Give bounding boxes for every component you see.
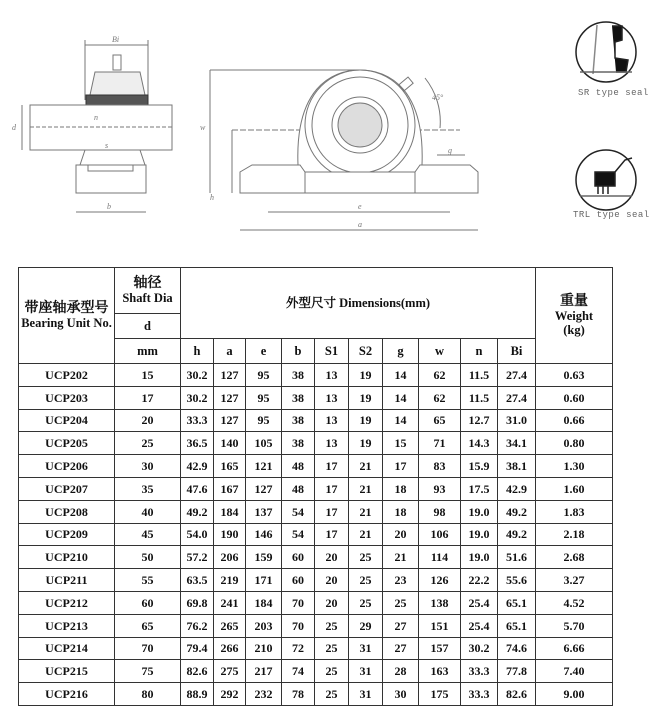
weight-cell: 0.63 xyxy=(536,364,613,387)
value-cell: 38.1 xyxy=(498,455,536,478)
value-cell: 21 xyxy=(349,523,383,546)
table-row xyxy=(19,409,613,432)
value-cell: 79.4 xyxy=(181,637,214,660)
value-cell: 206 xyxy=(214,546,246,569)
value-cell: 12.7 xyxy=(461,409,498,432)
value-cell: 11.5 xyxy=(461,386,498,409)
weight-cell: 9.00 xyxy=(536,683,613,706)
specs-table xyxy=(18,267,613,706)
value-cell: 95 xyxy=(246,409,282,432)
value-cell: 74.6 xyxy=(498,637,536,660)
value-cell: 25 xyxy=(349,569,383,592)
model-cell: UCP214 xyxy=(19,637,115,660)
table-row xyxy=(19,500,613,523)
table-row xyxy=(19,477,613,500)
value-cell: 106 xyxy=(419,523,461,546)
value-cell: 21 xyxy=(383,546,419,569)
label-a: a xyxy=(358,220,362,229)
value-cell: 30 xyxy=(383,683,419,706)
value-cell: 266 xyxy=(214,637,246,660)
table-row xyxy=(19,364,613,387)
value-cell: 127 xyxy=(214,386,246,409)
value-cell: 165 xyxy=(214,455,246,478)
value-cell: 95 xyxy=(246,364,282,387)
value-cell: 20 xyxy=(115,409,181,432)
value-cell: 138 xyxy=(419,591,461,614)
model-cell: UCP203 xyxy=(19,386,115,409)
value-cell: 45 xyxy=(115,523,181,546)
value-cell: 203 xyxy=(246,614,282,637)
value-cell: 65 xyxy=(115,614,181,637)
value-cell: 42.9 xyxy=(498,477,536,500)
sr-seal-detail xyxy=(576,22,636,82)
value-cell: 77.8 xyxy=(498,660,536,683)
sr-seal-label: SR type seal xyxy=(578,88,649,98)
value-cell: 49.2 xyxy=(181,500,214,523)
value-cell: 105 xyxy=(246,432,282,455)
value-cell: 30 xyxy=(115,455,181,478)
model-cell: UCP208 xyxy=(19,500,115,523)
value-cell: 76.2 xyxy=(181,614,214,637)
value-cell: 127 xyxy=(214,364,246,387)
value-cell: 21 xyxy=(349,455,383,478)
dim-col-header: n xyxy=(461,339,498,364)
value-cell: 27.4 xyxy=(498,364,536,387)
value-cell: 11.5 xyxy=(461,364,498,387)
value-cell: 15 xyxy=(383,432,419,455)
value-cell: 31.0 xyxy=(498,409,536,432)
weight-cell: 1.83 xyxy=(536,500,613,523)
value-cell: 25 xyxy=(383,591,419,614)
value-cell: 21 xyxy=(349,477,383,500)
value-cell: 36.5 xyxy=(181,432,214,455)
value-cell: 27.4 xyxy=(498,386,536,409)
value-cell: 31 xyxy=(349,660,383,683)
table-row xyxy=(19,660,613,683)
label-e: e xyxy=(358,202,362,211)
value-cell: 33.3 xyxy=(461,660,498,683)
value-cell: 241 xyxy=(214,591,246,614)
label-n: n xyxy=(94,113,98,122)
unit-en: Bearing Unit No. xyxy=(21,315,112,330)
value-cell: 65.1 xyxy=(498,614,536,637)
weight-cell: 3.27 xyxy=(536,569,613,592)
weight-cell: 0.66 xyxy=(536,409,613,432)
label-d: d xyxy=(12,123,16,132)
label-b: b xyxy=(107,202,111,211)
value-cell: 60 xyxy=(282,546,315,569)
shaft-en: Shaft Dia xyxy=(122,290,173,305)
value-cell: 55.6 xyxy=(498,569,536,592)
value-cell: 31 xyxy=(349,637,383,660)
value-cell: 38 xyxy=(282,364,315,387)
value-cell: 70 xyxy=(282,614,315,637)
trl-seal-label: TRL type seal xyxy=(573,210,650,220)
value-cell: 55 xyxy=(115,569,181,592)
value-cell: 48 xyxy=(282,477,315,500)
value-cell: 78 xyxy=(282,683,315,706)
value-cell: 25 xyxy=(315,660,349,683)
model-cell: UCP215 xyxy=(19,660,115,683)
value-cell: 54 xyxy=(282,523,315,546)
value-cell: 14.3 xyxy=(461,432,498,455)
value-cell: 121 xyxy=(246,455,282,478)
value-cell: 82.6 xyxy=(498,683,536,706)
value-cell: 47.6 xyxy=(181,477,214,500)
trl-seal-detail xyxy=(576,150,636,210)
shaft-cn: 轴径 xyxy=(133,275,162,291)
weight-cell: 6.66 xyxy=(536,637,613,660)
value-cell: 19 xyxy=(349,409,383,432)
value-cell: 20 xyxy=(315,591,349,614)
value-cell: 15 xyxy=(115,364,181,387)
value-cell: 42.9 xyxy=(181,455,214,478)
value-cell: 167 xyxy=(214,477,246,500)
shaft-unit: mm xyxy=(115,339,181,364)
table-row xyxy=(19,591,613,614)
value-cell: 25 xyxy=(349,591,383,614)
shaft-symbol: d xyxy=(115,314,181,339)
model-cell: UCP209 xyxy=(19,523,115,546)
value-cell: 34.1 xyxy=(498,432,536,455)
value-cell: 210 xyxy=(246,637,282,660)
value-cell: 126 xyxy=(419,569,461,592)
table-row xyxy=(19,614,613,637)
dim-col-header: w xyxy=(419,339,461,364)
value-cell: 65 xyxy=(419,409,461,432)
label-w: w xyxy=(200,123,206,132)
value-cell: 114 xyxy=(419,546,461,569)
value-cell: 25 xyxy=(315,683,349,706)
value-cell: 33.3 xyxy=(181,409,214,432)
model-cell: UCP213 xyxy=(19,614,115,637)
value-cell: 159 xyxy=(246,546,282,569)
value-cell: 14 xyxy=(383,364,419,387)
table-row xyxy=(19,432,613,455)
table-row xyxy=(19,637,613,660)
dim-col-header: S1 xyxy=(315,339,349,364)
value-cell: 75 xyxy=(115,660,181,683)
label-g: g xyxy=(448,146,452,155)
value-cell: 20 xyxy=(383,523,419,546)
value-cell: 146 xyxy=(246,523,282,546)
value-cell: 22.2 xyxy=(461,569,498,592)
weight-cell: 2.18 xyxy=(536,523,613,546)
dim-col-header: h xyxy=(181,339,214,364)
weight-unit: (kg) xyxy=(563,322,585,337)
value-cell: 74 xyxy=(282,660,315,683)
value-cell: 19 xyxy=(349,364,383,387)
value-cell: 93 xyxy=(419,477,461,500)
value-cell: 265 xyxy=(214,614,246,637)
value-cell: 25 xyxy=(115,432,181,455)
value-cell: 30.2 xyxy=(461,637,498,660)
value-cell: 71 xyxy=(419,432,461,455)
value-cell: 13 xyxy=(315,409,349,432)
model-cell: UCP211 xyxy=(19,569,115,592)
value-cell: 29 xyxy=(349,614,383,637)
table-row xyxy=(19,683,613,706)
value-cell: 35 xyxy=(115,477,181,500)
value-cell: 20 xyxy=(315,546,349,569)
value-cell: 62 xyxy=(419,364,461,387)
value-cell: 30.2 xyxy=(181,386,214,409)
pillow-block-drawing xyxy=(0,0,665,260)
value-cell: 70 xyxy=(282,591,315,614)
value-cell: 157 xyxy=(419,637,461,660)
weight-cell: 1.60 xyxy=(536,477,613,500)
label-Bi: Bi xyxy=(112,35,120,44)
weight-cell: 7.40 xyxy=(536,660,613,683)
value-cell: 217 xyxy=(246,660,282,683)
value-cell: 57.2 xyxy=(181,546,214,569)
label-angle: 45° xyxy=(432,93,444,102)
model-cell: UCP207 xyxy=(19,477,115,500)
value-cell: 88.9 xyxy=(181,683,214,706)
value-cell: 17 xyxy=(115,386,181,409)
value-cell: 54.0 xyxy=(181,523,214,546)
weight-cell: 0.60 xyxy=(536,386,613,409)
value-cell: 14 xyxy=(383,409,419,432)
value-cell: 275 xyxy=(214,660,246,683)
value-cell: 62 xyxy=(419,386,461,409)
label-s: s xyxy=(105,141,109,150)
weight-cell: 0.80 xyxy=(536,432,613,455)
side-view xyxy=(12,35,172,212)
value-cell: 140 xyxy=(214,432,246,455)
value-cell: 95 xyxy=(246,386,282,409)
table-row xyxy=(19,455,613,478)
value-cell: 184 xyxy=(246,591,282,614)
model-cell: UCP210 xyxy=(19,546,115,569)
value-cell: 72 xyxy=(282,637,315,660)
value-cell: 19.0 xyxy=(461,546,498,569)
value-cell: 17.5 xyxy=(461,477,498,500)
value-cell: 33.3 xyxy=(461,683,498,706)
value-cell: 50 xyxy=(115,546,181,569)
value-cell: 190 xyxy=(214,523,246,546)
value-cell: 38 xyxy=(282,432,315,455)
value-cell: 27 xyxy=(383,637,419,660)
value-cell: 51.6 xyxy=(498,546,536,569)
weight-cell: 4.52 xyxy=(536,591,613,614)
weight-header xyxy=(536,268,613,364)
model-cell: UCP216 xyxy=(19,683,115,706)
value-cell: 20 xyxy=(315,569,349,592)
weight-cn: 重量 xyxy=(560,293,588,309)
value-cell: 19 xyxy=(349,432,383,455)
value-cell: 31 xyxy=(349,683,383,706)
value-cell: 83 xyxy=(419,455,461,478)
table-row xyxy=(19,546,613,569)
value-cell: 69.8 xyxy=(181,591,214,614)
value-cell: 65.1 xyxy=(498,591,536,614)
value-cell: 23 xyxy=(383,569,419,592)
value-cell: 17 xyxy=(315,455,349,478)
unit-cn: 带座轴承型号 xyxy=(24,300,109,316)
dim-col-header: g xyxy=(383,339,419,364)
value-cell: 28 xyxy=(383,660,419,683)
table-row xyxy=(19,569,613,592)
value-cell: 25.4 xyxy=(461,614,498,637)
dim-col-header: S2 xyxy=(349,339,383,364)
value-cell: 70 xyxy=(115,637,181,660)
model-cell: UCP212 xyxy=(19,591,115,614)
value-cell: 38 xyxy=(282,386,315,409)
value-cell: 21 xyxy=(349,500,383,523)
value-cell: 18 xyxy=(383,477,419,500)
value-cell: 13 xyxy=(315,386,349,409)
value-cell: 18 xyxy=(383,500,419,523)
weight-cell: 2.68 xyxy=(536,546,613,569)
value-cell: 163 xyxy=(419,660,461,683)
value-cell: 17 xyxy=(315,500,349,523)
table-row xyxy=(19,386,613,409)
value-cell: 232 xyxy=(246,683,282,706)
value-cell: 137 xyxy=(246,500,282,523)
value-cell: 63.5 xyxy=(181,569,214,592)
value-cell: 13 xyxy=(315,364,349,387)
model-cell: UCP202 xyxy=(19,364,115,387)
value-cell: 19 xyxy=(349,386,383,409)
value-cell: 184 xyxy=(214,500,246,523)
value-cell: 175 xyxy=(419,683,461,706)
dim-col-header: b xyxy=(282,339,315,364)
value-cell: 49.2 xyxy=(498,500,536,523)
weight-en: Weight xyxy=(554,308,594,323)
value-cell: 15.9 xyxy=(461,455,498,478)
value-cell: 80 xyxy=(115,683,181,706)
value-cell: 17 xyxy=(315,477,349,500)
front-view xyxy=(200,70,478,230)
value-cell: 14 xyxy=(383,386,419,409)
value-cell: 25.4 xyxy=(461,591,498,614)
shaft-header xyxy=(115,268,181,314)
dim-col-header: e xyxy=(246,339,282,364)
value-cell: 49.2 xyxy=(498,523,536,546)
model-cell: UCP204 xyxy=(19,409,115,432)
value-cell: 82.6 xyxy=(181,660,214,683)
value-cell: 17 xyxy=(315,523,349,546)
value-cell: 127 xyxy=(214,409,246,432)
model-cell: UCP205 xyxy=(19,432,115,455)
value-cell: 25 xyxy=(315,614,349,637)
value-cell: 60 xyxy=(115,591,181,614)
table-row xyxy=(19,523,613,546)
value-cell: 151 xyxy=(419,614,461,637)
value-cell: 40 xyxy=(115,500,181,523)
value-cell: 48 xyxy=(282,455,315,478)
label-h: h xyxy=(210,193,214,202)
dim-col-header: Bi xyxy=(498,339,536,364)
dim-col-header: a xyxy=(214,339,246,364)
value-cell: 25 xyxy=(349,546,383,569)
value-cell: 219 xyxy=(214,569,246,592)
weight-cell: 1.30 xyxy=(536,455,613,478)
value-cell: 25 xyxy=(315,637,349,660)
value-cell: 13 xyxy=(315,432,349,455)
value-cell: 171 xyxy=(246,569,282,592)
value-cell: 98 xyxy=(419,500,461,523)
value-cell: 54 xyxy=(282,500,315,523)
value-cell: 19.0 xyxy=(461,500,498,523)
value-cell: 30.2 xyxy=(181,364,214,387)
bearing-unit-header xyxy=(19,268,115,364)
weight-cell: 5.70 xyxy=(536,614,613,637)
value-cell: 127 xyxy=(246,477,282,500)
value-cell: 19.0 xyxy=(461,523,498,546)
value-cell: 27 xyxy=(383,614,419,637)
model-cell: UCP206 xyxy=(19,455,115,478)
value-cell: 292 xyxy=(214,683,246,706)
dimensions-header: 外型尺寸 Dimensions(mm) xyxy=(181,268,536,339)
value-cell: 38 xyxy=(282,409,315,432)
value-cell: 17 xyxy=(383,455,419,478)
value-cell: 60 xyxy=(282,569,315,592)
